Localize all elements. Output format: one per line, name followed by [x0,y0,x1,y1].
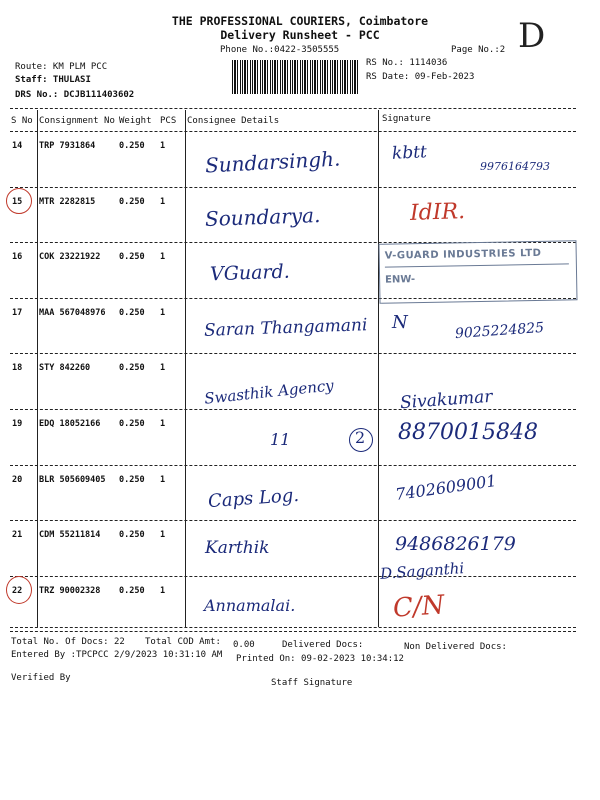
row-consignee-handwritten: Saran Thangamani [203,315,368,341]
total-cod-label: Total COD Amt: [145,637,221,647]
col-signature: Signature [382,114,431,124]
barcode [232,60,358,94]
staff-signature: Staff Signature [271,678,353,688]
row-consignee-handwritten: VGuard. [209,260,291,286]
row-consignment-no: TRP 7931864 [39,141,96,151]
row-weight: 0.250 [119,585,145,596]
stamp-line-2: ENW- [385,274,416,286]
row-signature-handwritten: 8870015848 [398,420,538,445]
row-consignment-no: MAA 567048976 [39,307,106,318]
row-divider [10,465,576,466]
col-consignee: Consignee Details [187,116,280,126]
entered-by: Entered By :TPCPCC 2/9/2023 10:31:10 AM [11,650,223,660]
row-pcs: 1 [160,363,166,374]
rs-date: RS Date: 09-Feb-2023 [366,72,475,82]
company-stamp [378,240,577,303]
row-pcs: 1 [160,419,166,429]
row-signature-extra-handwritten: 9025224825 [454,319,545,343]
row-consignee-handwritten: Caps Log. [207,484,300,513]
page-number: Page No.:2 [451,45,506,55]
row-sno: 15 [12,196,23,207]
row-weight: 0.250 [119,252,145,263]
row-sno: 19 [12,419,23,429]
row-signature-handwritten: 9486826179 [395,533,516,555]
header-bottom-rule [10,131,576,132]
row-weight: 0.250 [119,196,145,207]
row-signature-handwritten: kbtt [391,142,428,164]
row-divider [10,409,576,410]
total-cod-value: 0.00 [233,640,255,650]
verified-by: Verified By [11,673,71,683]
row-consignment-no: EDQ 18052166 [39,419,101,429]
row-weight: 0.250 [119,363,145,374]
row-consignee-handwritten: Soundarya. [204,202,321,232]
row-weight: 0.250 [119,141,145,151]
row-sno: 21 [12,530,23,541]
row-divider [10,576,576,577]
row-pcs: 1 [160,585,166,596]
col-sno: S No [11,116,33,126]
staff: Staff: THULASI [15,75,91,85]
row-pcs: 1 [160,530,166,541]
row-signature-handwritten: C/N [392,590,446,624]
row-consignment-no: CDM 55211814 [39,530,101,541]
document-title: Delivery Runsheet - PCC [220,28,380,42]
row-signature-handwritten: IdIR. [409,199,466,226]
row-consignment-no: TRZ 90002328 [39,585,101,596]
row-consignee-handwritten: Swasthik Agency [203,376,335,408]
row-pcs: 1 [160,474,166,485]
circle-mark-row-15 [6,188,32,214]
row-sno: 14 [12,141,23,151]
row-consignment-no: COK 23221922 [39,252,101,263]
non-delivered-docs: Non Delivered Docs: [404,642,507,652]
route: Route: KM PLM PCC [15,62,108,72]
row-pcs: 1 [160,307,166,318]
row-sno: 16 [12,252,23,263]
row-sno: 18 [12,363,23,374]
row-consignee-handwritten: Annamalai. [204,596,296,615]
total-docs: Total No. Of Docs: 22 [11,637,125,647]
row-divider [10,353,576,354]
delivered-docs: Delivered Docs: [282,640,364,650]
col-weight: Weight [119,116,152,126]
company-name: THE PROFESSIONAL COURIERS, Coimbatore [171,14,429,28]
row-sno: 17 [12,307,23,318]
row-weight: 0.250 [119,474,145,485]
row-divider [10,631,576,632]
row-consignee-handwritten: 11 [270,430,291,449]
row-signature-extra-handwritten: 9976164793 [480,160,550,173]
drs-number: DRS No.: DCJB111403602 [15,90,135,100]
row-signature-handwritten: 7402609001 [394,471,498,504]
row-signature-extra-handwritten: D.Saganthi [379,559,465,583]
row-pcs: 1 [160,196,166,207]
row-pcs: 1 [160,252,166,263]
row-divider [10,187,576,188]
row-pcs: 1 [160,141,166,151]
stamp-line-1: V-GUARD INDUSTRIES LTD [385,247,569,267]
row-sno: 20 [12,474,23,485]
row-weight: 0.250 [119,530,145,541]
circle-mark-row-22 [6,576,32,604]
row-19-circled-number: 2 [355,428,366,447]
row-divider [10,520,576,521]
row-consignee-handwritten: Sundarsingh. [204,146,341,178]
col-consignment: Consignment No [39,116,115,126]
row-sno: 22 [12,585,23,596]
corner-handwritten-mark: D [518,16,546,56]
row-signature-handwritten: N [392,312,408,333]
row-signature-handwritten: Sivakumar [399,386,494,414]
printed-on: Printed On: 09-02-2023 10:34:12 [236,654,404,664]
phone-number: Phone No.:0422-3505555 [220,45,340,55]
row-weight: 0.250 [119,419,145,429]
row-consignment-no: MTR 2282815 [39,196,96,207]
row-consignee-handwritten: Karthik [205,538,270,558]
footer-rule [10,627,576,628]
row-consignment-no: STY 842260 [39,363,91,374]
col-pcs: PCS [160,116,177,126]
row-consignment-no: BLR 505609405 [39,474,106,485]
header-top-rule [10,108,576,109]
row-weight: 0.250 [119,307,145,318]
rs-number: RS No.: 1114036 [366,58,448,68]
